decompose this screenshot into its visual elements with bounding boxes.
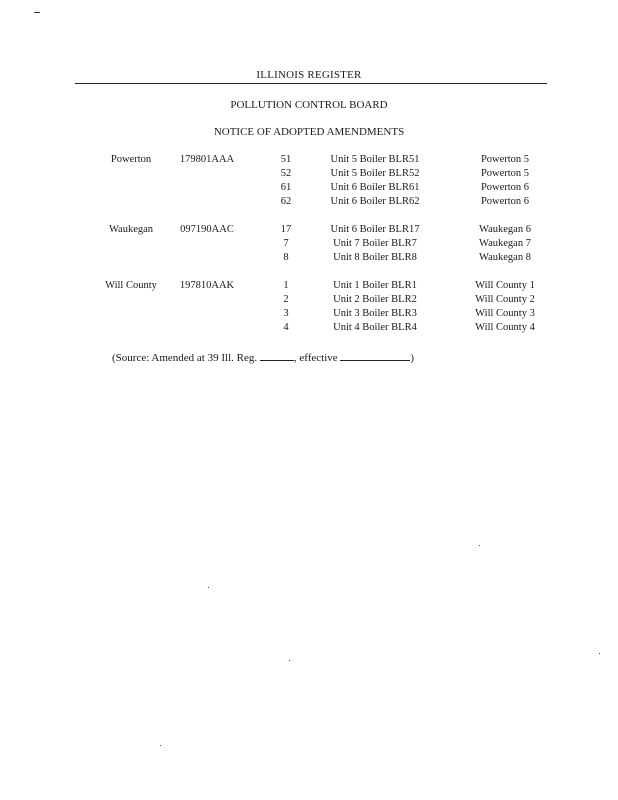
effective-date-blank <box>340 350 410 361</box>
unit-cell: 51 <box>280 154 292 165</box>
unit-name-cell: Waukegan 8 <box>479 252 531 263</box>
id-cell: 097190AAC <box>180 224 234 235</box>
source-note <box>112 350 414 364</box>
unit-cell: 1 <box>283 280 289 291</box>
unit-cell: 2 <box>283 294 289 305</box>
source-suffix: ) <box>410 352 415 364</box>
boiler-cell: Unit 2 Boiler BLR2 <box>333 294 417 305</box>
unit-name-cell: Powerton 6 <box>480 196 530 207</box>
register-rule <box>75 83 547 84</box>
boiler-cell: Unit 3 Boiler BLR3 <box>333 308 417 319</box>
scan-speck <box>160 745 161 746</box>
boiler-cell: Unit 6 Boiler BLR17 <box>330 224 420 235</box>
boiler-cell: Unit 5 Boiler BLR52 <box>330 168 420 179</box>
board-title: POLLUTION CONTROL BOARD <box>230 99 388 111</box>
unit-name-cell: Waukegan 6 <box>479 224 531 235</box>
unit-cell: 17 <box>280 224 292 235</box>
station-cell: Will County <box>105 280 157 291</box>
unit-name-cell: Will County 3 <box>475 308 535 319</box>
scan-speck <box>599 653 600 654</box>
boiler-cell: Unit 6 Boiler BLR61 <box>330 182 420 193</box>
boiler-cell: Unit 1 Boiler BLR1 <box>333 280 417 291</box>
unit-name-cell: Will County 4 <box>475 322 535 333</box>
register-page-blank <box>260 350 294 361</box>
unit-name-cell: Will County 1 <box>475 280 535 291</box>
id-cell: 197810AAK <box>179 280 235 291</box>
source-middle: , effective <box>293 352 338 364</box>
unit-name-cell: Powerton 5 <box>480 154 530 165</box>
unit-cell: 52 <box>280 168 292 179</box>
id-cell: 179801AAA <box>179 154 235 165</box>
scan-speck <box>208 587 209 588</box>
scan-speck <box>289 660 290 661</box>
top-mark <box>34 12 40 13</box>
scan-speck <box>479 545 480 546</box>
unit-cell: 61 <box>280 182 292 193</box>
unit-cell: 62 <box>280 196 292 207</box>
unit-name-cell: Powerton 6 <box>480 182 530 193</box>
register-title-text: ILLINOIS REGISTER <box>252 69 365 81</box>
unit-cell: 8 <box>283 252 289 263</box>
unit-cell: 4 <box>283 322 289 333</box>
station-cell: Waukegan <box>108 224 154 235</box>
boiler-cell: Unit 5 Boiler BLR51 <box>330 154 420 165</box>
boiler-cell: Unit 4 Boiler BLR4 <box>333 322 417 333</box>
unit-name-cell: Waukegan 7 <box>479 238 531 249</box>
boiler-cell: Unit 6 Boiler BLR62 <box>330 196 420 207</box>
register-title <box>0 69 618 81</box>
unit-name-cell: Will County 2 <box>475 294 535 305</box>
boiler-cell: Unit 8 Boiler BLR8 <box>333 252 417 263</box>
unit-name-cell: Powerton 5 <box>480 168 530 179</box>
station-cell: Powerton <box>110 154 152 165</box>
notice-title: NOTICE OF ADOPTED AMENDMENTS <box>213 126 405 138</box>
unit-cell: 3 <box>283 308 289 319</box>
boiler-cell: Unit 7 Boiler BLR7 <box>333 238 417 249</box>
unit-cell: 7 <box>283 238 289 249</box>
source-prefix: (Source: Amended at 39 Ill. Reg. <box>112 352 258 364</box>
